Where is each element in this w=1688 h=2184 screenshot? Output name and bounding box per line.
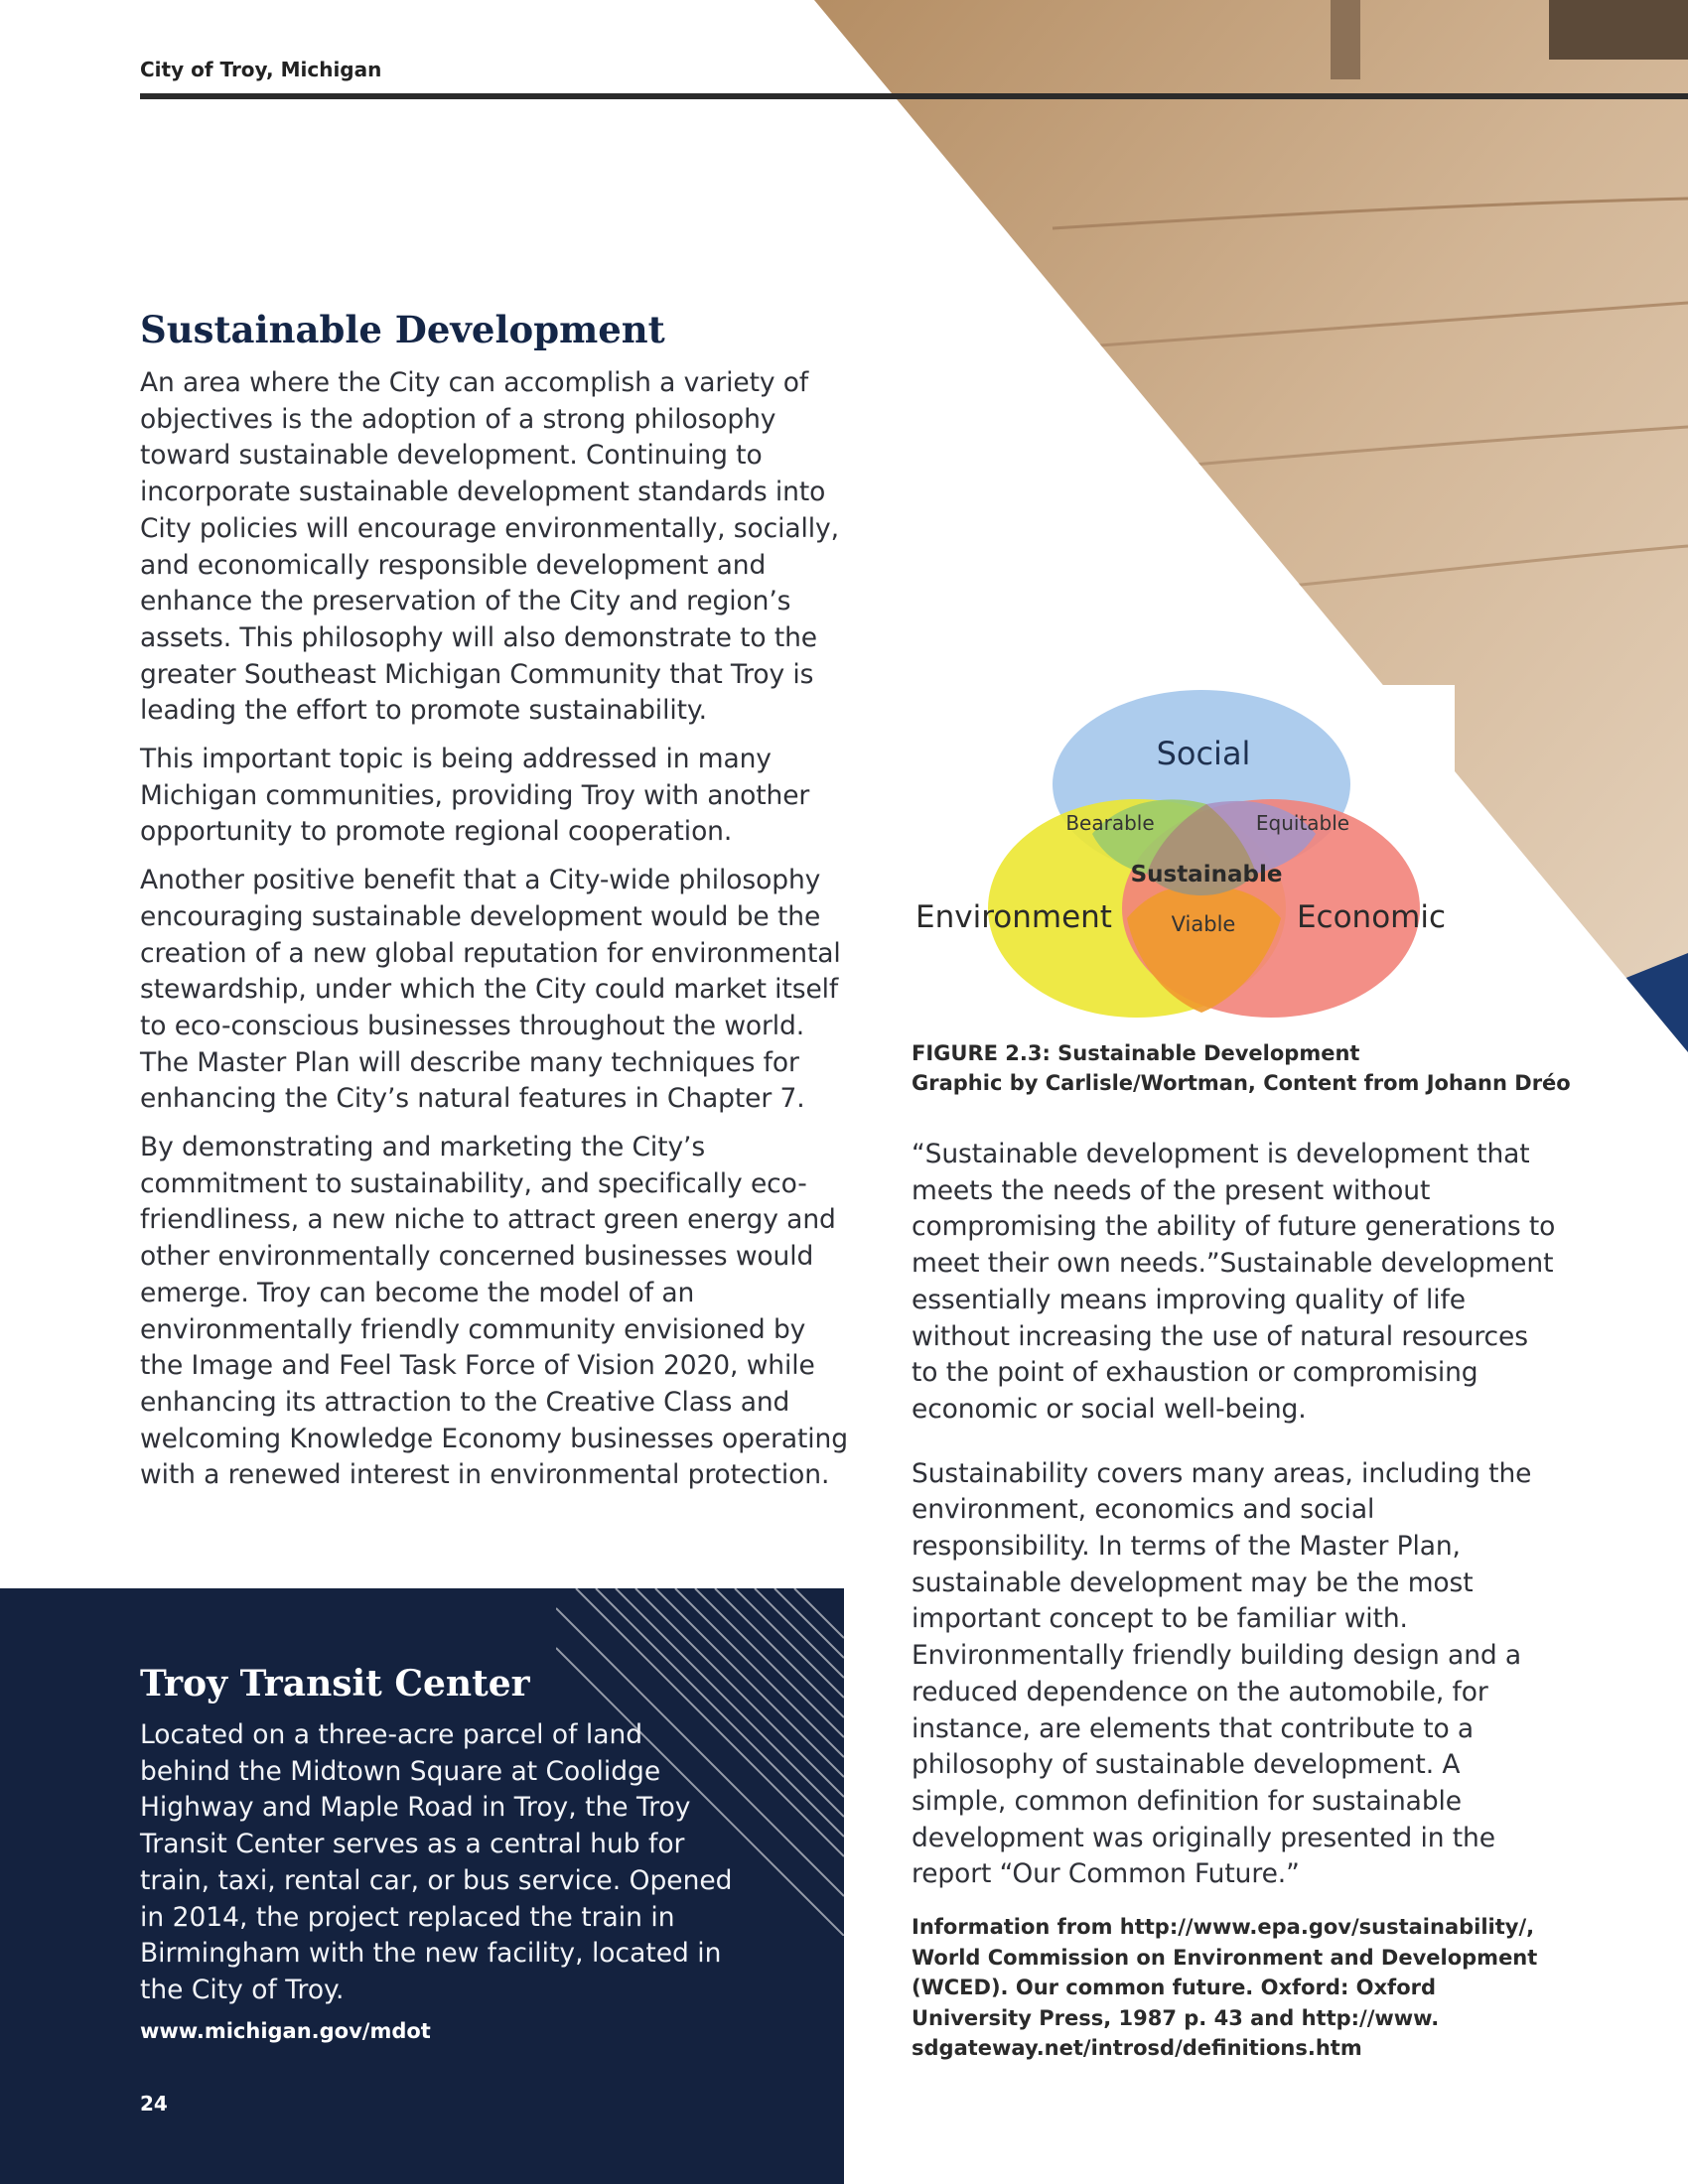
left-column [140, 365, 855, 1506]
right-column [912, 1137, 1557, 1905]
section-heading: Sustainable Development [140, 308, 665, 351]
body-paragraph: This important topic is being addressed in many Michigan communities, providing Troy with another opportunity to promote regional cooperation. [140, 744, 810, 848]
body-paragraph: Sustainability covers many areas, including the environment, economics and social responsibility. In terms of the Master Plan, sustainable development may be the most important concept to be familiar with. Environmentally friendly building design and a reduced dependence on the automobile, for instance, are elements that contribute to a philosophy of sustainable development. A simple, common definition for sustainable development was originally presented in the report “Our Common Future.” [912, 1457, 1532, 1890]
quote-paragraph: “Sustainable development is development that meets the needs of the present without compromising the ability of future generations to meet their own needs.”Sustainable development essentially means improving quality of life without increasing the use of natural resources to the point of exhaustion or compromising economic or social well-being. [912, 1139, 1556, 1425]
label-environment: Environment [915, 899, 1112, 935]
header-rule [140, 93, 1688, 99]
body-paragraph: An area where the City can accomplish a variety of objectives is the adoption of a strong philosophy toward sustainable development. Continuing to incorporate sustainable development standards into City policies will encourage environmentally, socially, and economically responsible development and enhance the preservation of the City and region’s assets. This philosophy will also demonstrate to the greater Southeast Michigan Community that Troy is leading the effort to promote sustainability. [140, 367, 839, 727]
label-viable: Viable [1171, 912, 1236, 936]
figure-caption-credit: Graphic by Carlisle/Wortman, Content from Johann Dréo [912, 1071, 1571, 1095]
label-bearable: Bearable [1065, 811, 1155, 835]
mdot-link[interactable]: www.michigan.gov/mdot [140, 2019, 431, 2043]
label-economic: Economic [1296, 899, 1447, 935]
label-equitable: Equitable [1255, 811, 1350, 835]
body-paragraph: Another positive benefit that a City-wide philosophy encouraging sustainable development would be the creation of a new global reputation for environmental stewardship, under which the City could market itself to eco-conscious businesses throughout the world. The Master Plan will describe many techniques for enhancing the City’s natural features in Chapter 7. [140, 865, 841, 1115]
label-sustainable: Sustainable [1130, 862, 1283, 887]
label-social: Social [1156, 735, 1251, 772]
figure-caption-title: FIGURE 2.3: Sustainable Development [912, 1041, 1360, 1065]
running-head: City of Troy, Michigan [140, 58, 382, 81]
body-paragraph: By demonstrating and marketing the City’s commitment to sustainability, and specifically eco-friendliness, a new niche to attract green energy and other environmentally concerned businesses would emerge. Troy can become the model of an environmentally friendly community envisioned by the Image and Feel Task Force of Vision 2020, while enhancing its attraction to the Creative Class and welcoming Knowledge Economy businesses operating with a renewed interest in environmental protection. [140, 1132, 848, 1491]
sustainability-venn-diagram [899, 685, 1455, 1042]
transit-body: Located on a three-acre parcel of land behind the Midtown Square at Coolidge Highway and Maple Road in Troy, the Troy Transit Center serves as a central hub for train, taxi, rental car, or bus service. Opened in 2014, the project replaced the train in Birmingham with the new facility, located in the City of Troy. [140, 1719, 733, 2005]
source-note: Information from http://www.epa.gov/sustainability/, World Commission on Environment and Development (WCED). Our common future. Oxford: Oxford University Press, 1987 p. 43 and http://www. sdgateway.net/introsd/definitions.htm [912, 1915, 1538, 2060]
transit-title: Troy Transit Center [140, 1663, 530, 1705]
page-number: 24 [140, 2092, 168, 2116]
figure-caption [912, 1038, 1587, 1098]
